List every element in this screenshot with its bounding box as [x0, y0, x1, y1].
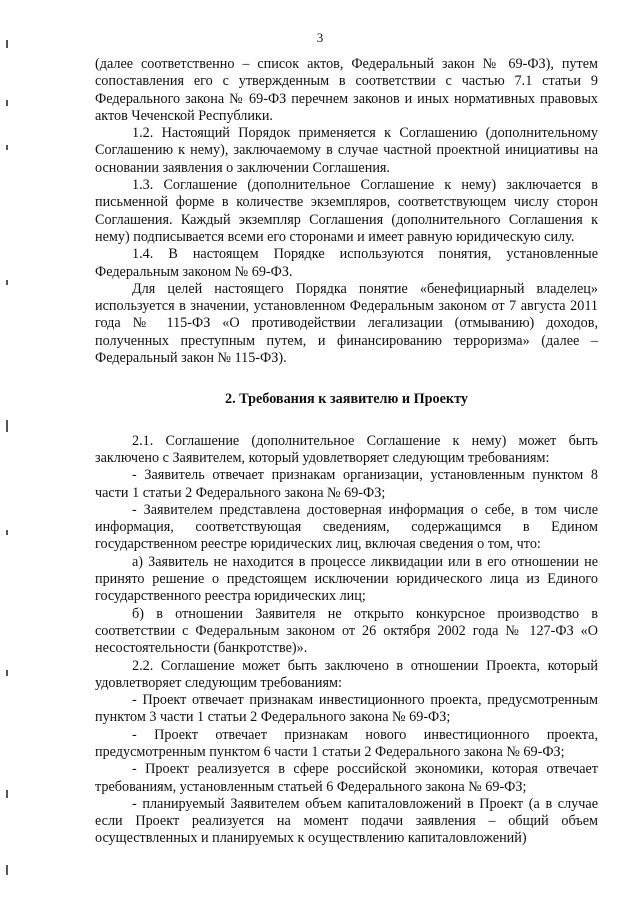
- scan-margin-marks: [6, 30, 10, 890]
- list-item-project-criteria-2: - Проект отвечает признакам нового инвестиционного проекта, предусмотренным пунктом 6 части 1 статьи 2 Федерального закона № 69-ФЗ;: [95, 726, 598, 760]
- list-item-project-criteria-3: - Проект реализуется в сфере российской экономики, которая отвечает требованиям, установленным статьей 6 Федерального закона № 69-ФЗ;: [95, 761, 598, 795]
- paragraph-beneficiary-definition: Для целей настоящего Порядка понятие «бенефициарный владелец» используется в значении, установленном Федеральным законом от 7 августа 2011 года № 115-ФЗ «О противодействии легализации (отмыванию) доходов, полученных преступным путем, и финансированию терроризма» (далее – Федеральный закон № 115-ФЗ).: [95, 280, 598, 367]
- paragraph-2-2: 2.2. Соглашение может быть заключено в отношении Проекта, который удовлетворяет следующим требованиям:: [95, 657, 598, 691]
- list-item-applicant-criteria-1: - Заявитель отвечает признакам организации, установленным пунктом 8 части 1 статьи 2 Федерального закона № 69-ФЗ;: [95, 467, 598, 501]
- paragraph-continuation: (далее соответственно – список актов, Федеральный закон № 69-ФЗ), путем сопоставления его с утвержденным в соответствии с частью 7.1 статьи 9 Федерального закона № 69-ФЗ перечнем законов и иных нормативных правовых актов Чеченской Республики.: [95, 56, 598, 124]
- list-item-project-criteria-1: - Проект отвечает признакам инвестиционного проекта, предусмотренным пунктом 3 части 1 статьи 2 Федерального закона № 69-ФЗ;: [95, 692, 598, 726]
- list-item-applicant-criteria-2: - Заявителем представлена достоверная информация о себе, в том числе информация, соответствующая сведениям, содержащимся в Едином государственном реестре юридических лиц, включая сведения о том, что:: [95, 501, 598, 553]
- paragraph-1-3: 1.3. Соглашение (дополнительное Соглашение к нему) заключается в письменной форме в количестве экземпляров, соответствующем числу сторон Соглашения. Каждый экземпляр Соглашения (дополнительного Соглашения к нему) подписывается всеми его сторонами и имеет равную юридическую силу.: [95, 177, 598, 245]
- paragraph-1-4: 1.4. В настоящем Порядке используются понятия, установленные Федеральным законом № 69-ФЗ.: [95, 246, 598, 280]
- list-item-applicant-criteria-b: б) в отношении Заявителя не открыто конкурсное производство в соответствии с Федеральным законом от 26 октября 2002 года № 127-ФЗ «О несостоятельности (банкротстве)».: [95, 605, 598, 657]
- list-item-applicant-criteria-a: а) Заявитель не находится в процессе ликвидации или в его отношении не принято решение о предстоящем исключении юридического лица из Единого государственного реестра юридических лиц;: [95, 553, 598, 605]
- list-item-project-criteria-4: - планируемый Заявителем объем капиталовложений в Проект (а в случае если Проект реализуется на момент подачи заявления – общий объем осуществленных и планируемых к осуществлению капиталовложений): [95, 795, 598, 847]
- page-number: 3: [316, 30, 324, 45]
- section-heading: 2. Требования к заявителю и Проекту: [224, 391, 468, 408]
- paragraph-1-2: 1.2. Настоящий Порядок применяется к Соглашению (дополнительному Соглашению к нему), заключаемому в случае частной проектной инициативы на основании заявления о заключении Соглашения.: [95, 125, 598, 176]
- document-body: [95, 56, 598, 848]
- paragraph-2-1: 2.1. Соглашение (дополнительное Соглашение к нему) может быть заключено с Заявителем, который удовлетворяет следующим требованиям:: [95, 432, 598, 466]
